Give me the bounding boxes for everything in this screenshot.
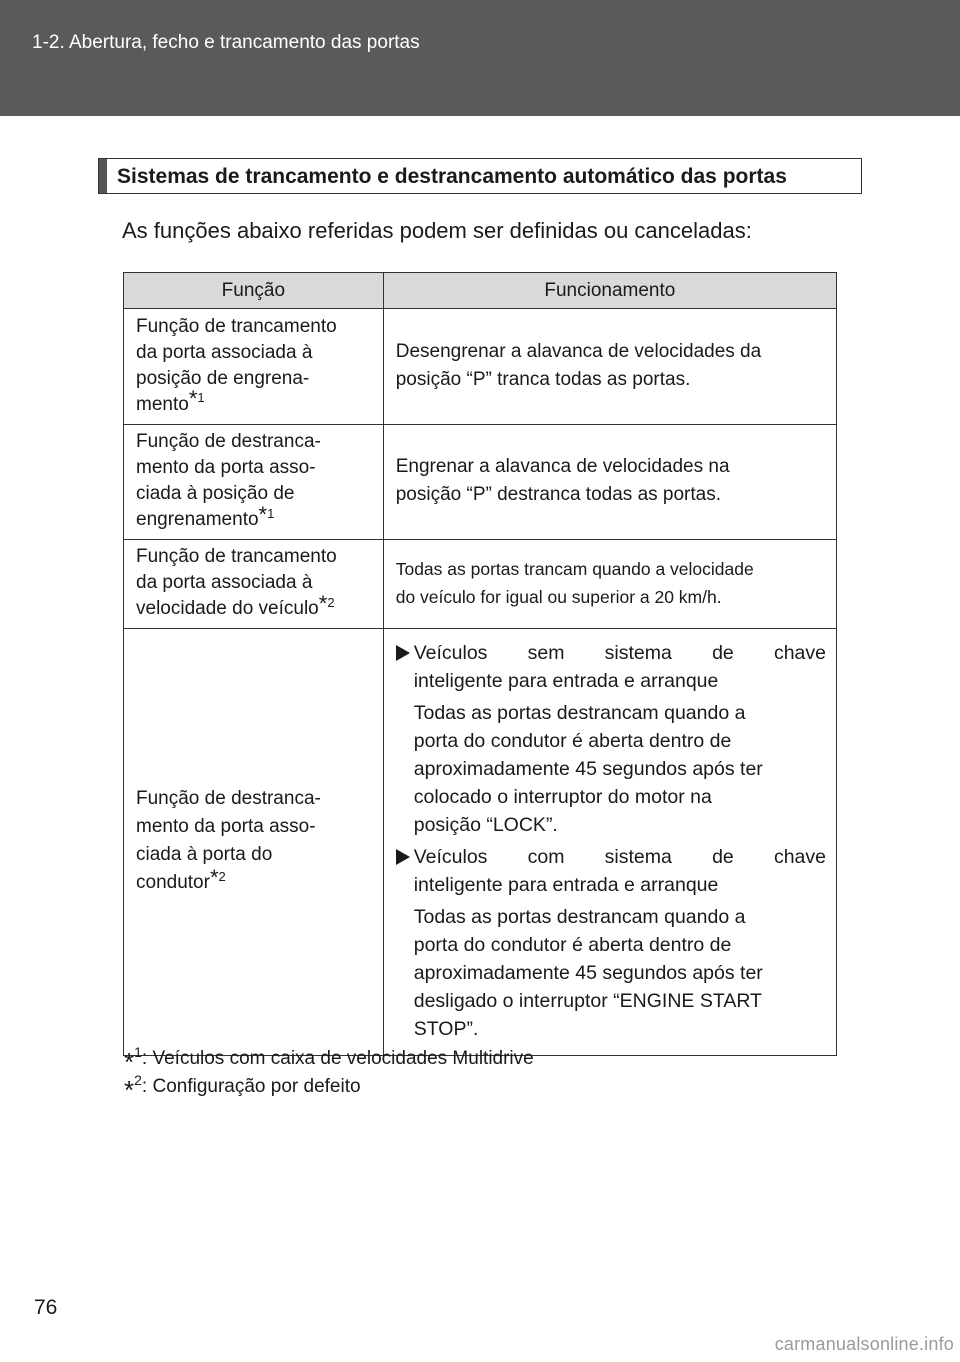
footnote-ref: *2	[209, 864, 226, 890]
function-table	[123, 272, 837, 1056]
operation-cell: Todas as portas trancam quando a velocidade do veículo for igual ou superior a 20 km/h.	[383, 540, 836, 629]
table-row	[124, 425, 837, 540]
table-row	[124, 629, 837, 1056]
triangle-bullet-icon	[396, 849, 410, 865]
watermark-text: carmanualsonline.info	[774, 1334, 954, 1354]
section-title: Sistemas de trancamento e destrancamento automático das portas	[117, 165, 787, 188]
triangle-bullet-icon	[396, 645, 410, 661]
operation-cell: Engrenar a alavanca de velocidades na posição “P” destranca todas as portas.	[383, 425, 836, 540]
section-heading-box	[98, 158, 862, 194]
bullet-heading: Veículos sem sistema de chave	[396, 639, 826, 667]
function-cell: Função de trancamento da porta associada à posição de engrena- mento$^{*1}$	[124, 309, 384, 425]
intro-text: As funções abaixo referidas podem ser definidas ou canceladas:	[122, 218, 752, 243]
footnote-1: *$^1$: Veículos com caixa de velocidades Multidrive	[124, 1044, 534, 1077]
footnote-ref: *2	[318, 590, 335, 616]
footnote-2: *$^2$: Configuração por defeito	[124, 1072, 361, 1105]
column-header-operation: Funcionamento	[383, 273, 836, 309]
function-cell: Função de trancamento da porta associada à velocidade do veículo$^{*2}$	[124, 540, 384, 629]
header-band	[0, 0, 960, 116]
page-number: 76	[34, 1296, 58, 1319]
table-row	[124, 309, 837, 425]
function-cell: Função de destranca- mento da porta asso- ciada à porta do condutor$^{*2}$	[124, 629, 384, 1056]
table-row	[124, 540, 837, 629]
chapter-title: 1-2. Abertura, fecho e trancamento das portas	[32, 32, 420, 53]
bullet-body: Todas as portas destrancam quando a porta do condutor é aberta dentro de aproximadamente 45 segundos após ter desligado o interruptor “ENGINE START STOP”.	[413, 906, 763, 1040]
function-cell: Função de destranca- mento da porta asso- ciada à posição de engrenamento$^{*1}$	[124, 425, 384, 540]
footnote-ref: *1	[188, 386, 205, 412]
column-header-function: Função	[124, 273, 384, 309]
section-heading-bar	[99, 159, 107, 193]
operation-cell: Desengrenar a alavanca de velocidades da posição “P” tranca todas as portas.	[383, 309, 836, 425]
bullet-body: Todas as portas destrancam quando a porta do condutor é aberta dentro de aproximadamente 45 segundos após ter colocado o interruptor do motor na posição “LOCK”.	[413, 702, 763, 836]
operation-cell: Veículos sem sistema de chave inteligente para entrada e arranque Todas as portas destrancam quando a porta do condutor é aberta dentro de aproximadamente 45 segundos após ter colocado o interruptor do motor na posição “LOCK”. Veículos com sistema de chave inteligente para entrada e arranque Todas as portas destrancam quando a porta do condutor é aberta dentro de aproximadamente 45 segundos após ter desligado o interruptor “ENGINE START STOP”.	[383, 629, 836, 1056]
table-header-row	[124, 273, 837, 309]
bullet-heading: Veículos com sistema de chave	[396, 843, 826, 871]
footnote-ref: *1	[258, 501, 275, 527]
